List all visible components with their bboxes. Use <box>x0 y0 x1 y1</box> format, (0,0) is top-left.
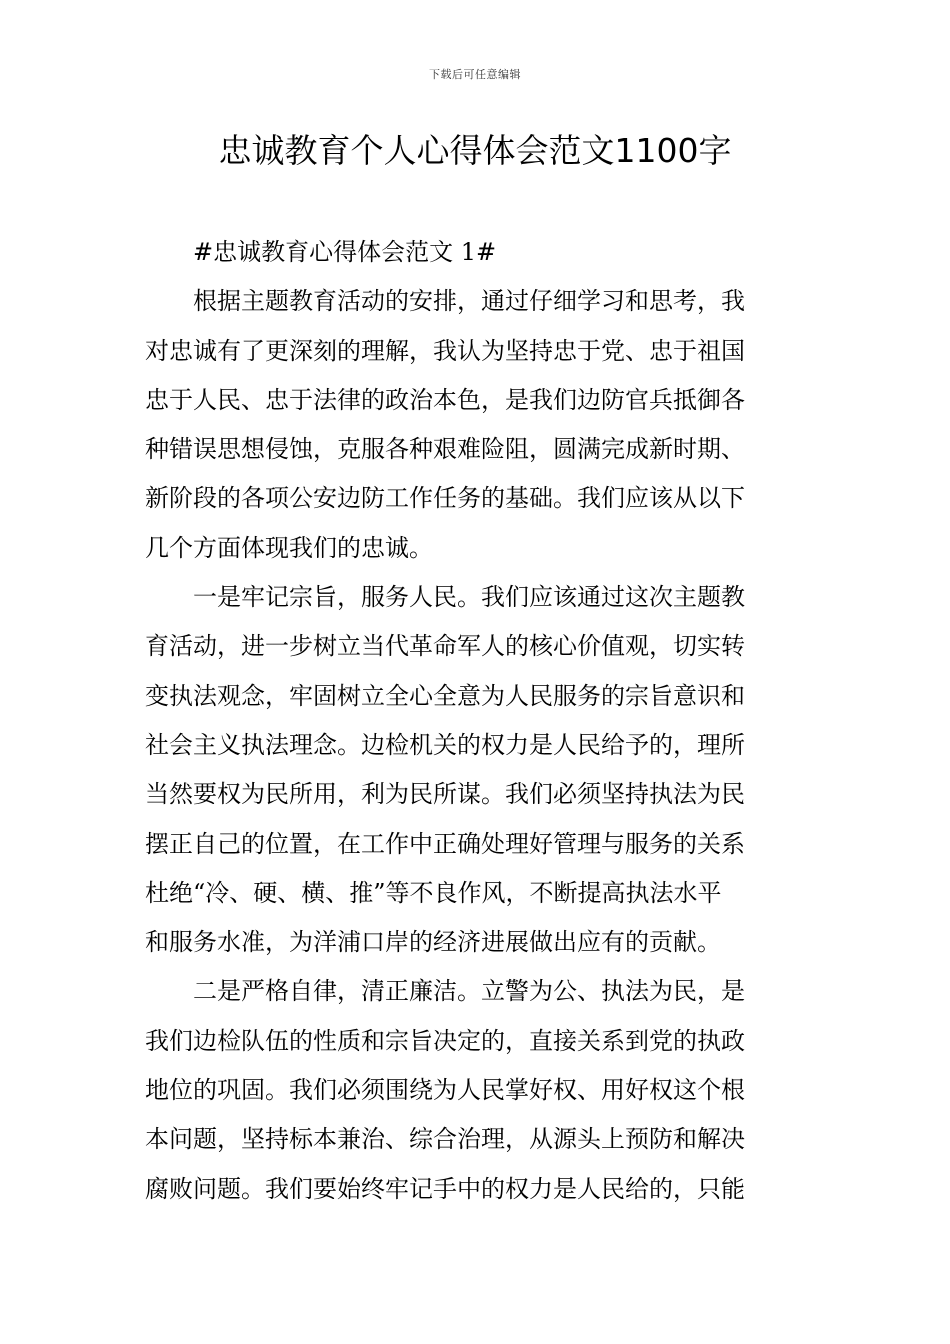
text-line: 地位的巩固。我们必须围绕为人民掌好权、用好权这个根 <box>145 1076 745 1105</box>
text-line: 社会主义执法理念。边检机关的权力是人民给予的，理所 <box>145 730 745 759</box>
paragraph-1 <box>145 277 805 573</box>
paragraph-2 <box>145 573 805 967</box>
header-note: 下载后可任意编辑 <box>429 68 521 81</box>
text-line: 种错误思想侵蚀，克服各种艰难险阻，圆满完成新时期、 <box>145 435 745 464</box>
text-line: 根据主题教育活动的安排，通过仔细学习和思考，我 <box>193 287 745 316</box>
text-line: 变执法观念，牢固树立全心全意为人民服务的宗旨意识和 <box>145 681 745 710</box>
document-title: 忠诚教育个人心得体会范文1100字 <box>218 131 732 170</box>
text-line: 杜绝“冷、硬、横、推”等不良作风，不断提高执法水平 <box>145 878 722 907</box>
text-line: 育活动，进一步树立当代革命军人的核心价值观，切实转 <box>145 632 745 661</box>
text-line: 和服务水准，为洋浦口岸的经济进展做出应有的贡献。 <box>145 928 721 957</box>
text-line: 当然要权为民所用，利为民所谋。我们必须坚持执法为民 <box>145 780 745 809</box>
text-line: 我们边检队伍的性质和宗旨决定的，直接关系到党的执政 <box>145 1026 745 1055</box>
text-line: 摆正自己的位置，在工作中正确处理好管理与服务的关系 <box>145 829 745 858</box>
section-heading: #忠诚教育心得体会范文 1# <box>193 238 497 266</box>
text-line: 对忠诚有了更深刻的理解，我认为坚持忠于党、忠于祖国 <box>145 336 745 365</box>
paragraph-3 <box>145 967 805 1213</box>
text-line: 二是严格自律，清正廉洁。立警为公、执法为民，是 <box>193 977 745 1006</box>
text-line: 忠于人民、忠于法律的政治本色，是我们边防官兵抵御各 <box>145 385 745 414</box>
document-body <box>145 228 805 1214</box>
text-line: 本问题，坚持标本兼治、综合治理，从源头上预防和解决 <box>145 1125 745 1154</box>
text-line: 几个方面体现我们的忠诚。 <box>145 533 433 562</box>
text-line: 新阶段的各项公安边防工作任务的基础。我们应该从以下 <box>145 484 745 513</box>
text-line: 一是牢记宗旨，服务人民。我们应该通过这次主题教 <box>193 583 745 612</box>
text-line: 腐败问题。我们要始终牢记手中的权力是人民给的，只能 <box>145 1174 745 1203</box>
